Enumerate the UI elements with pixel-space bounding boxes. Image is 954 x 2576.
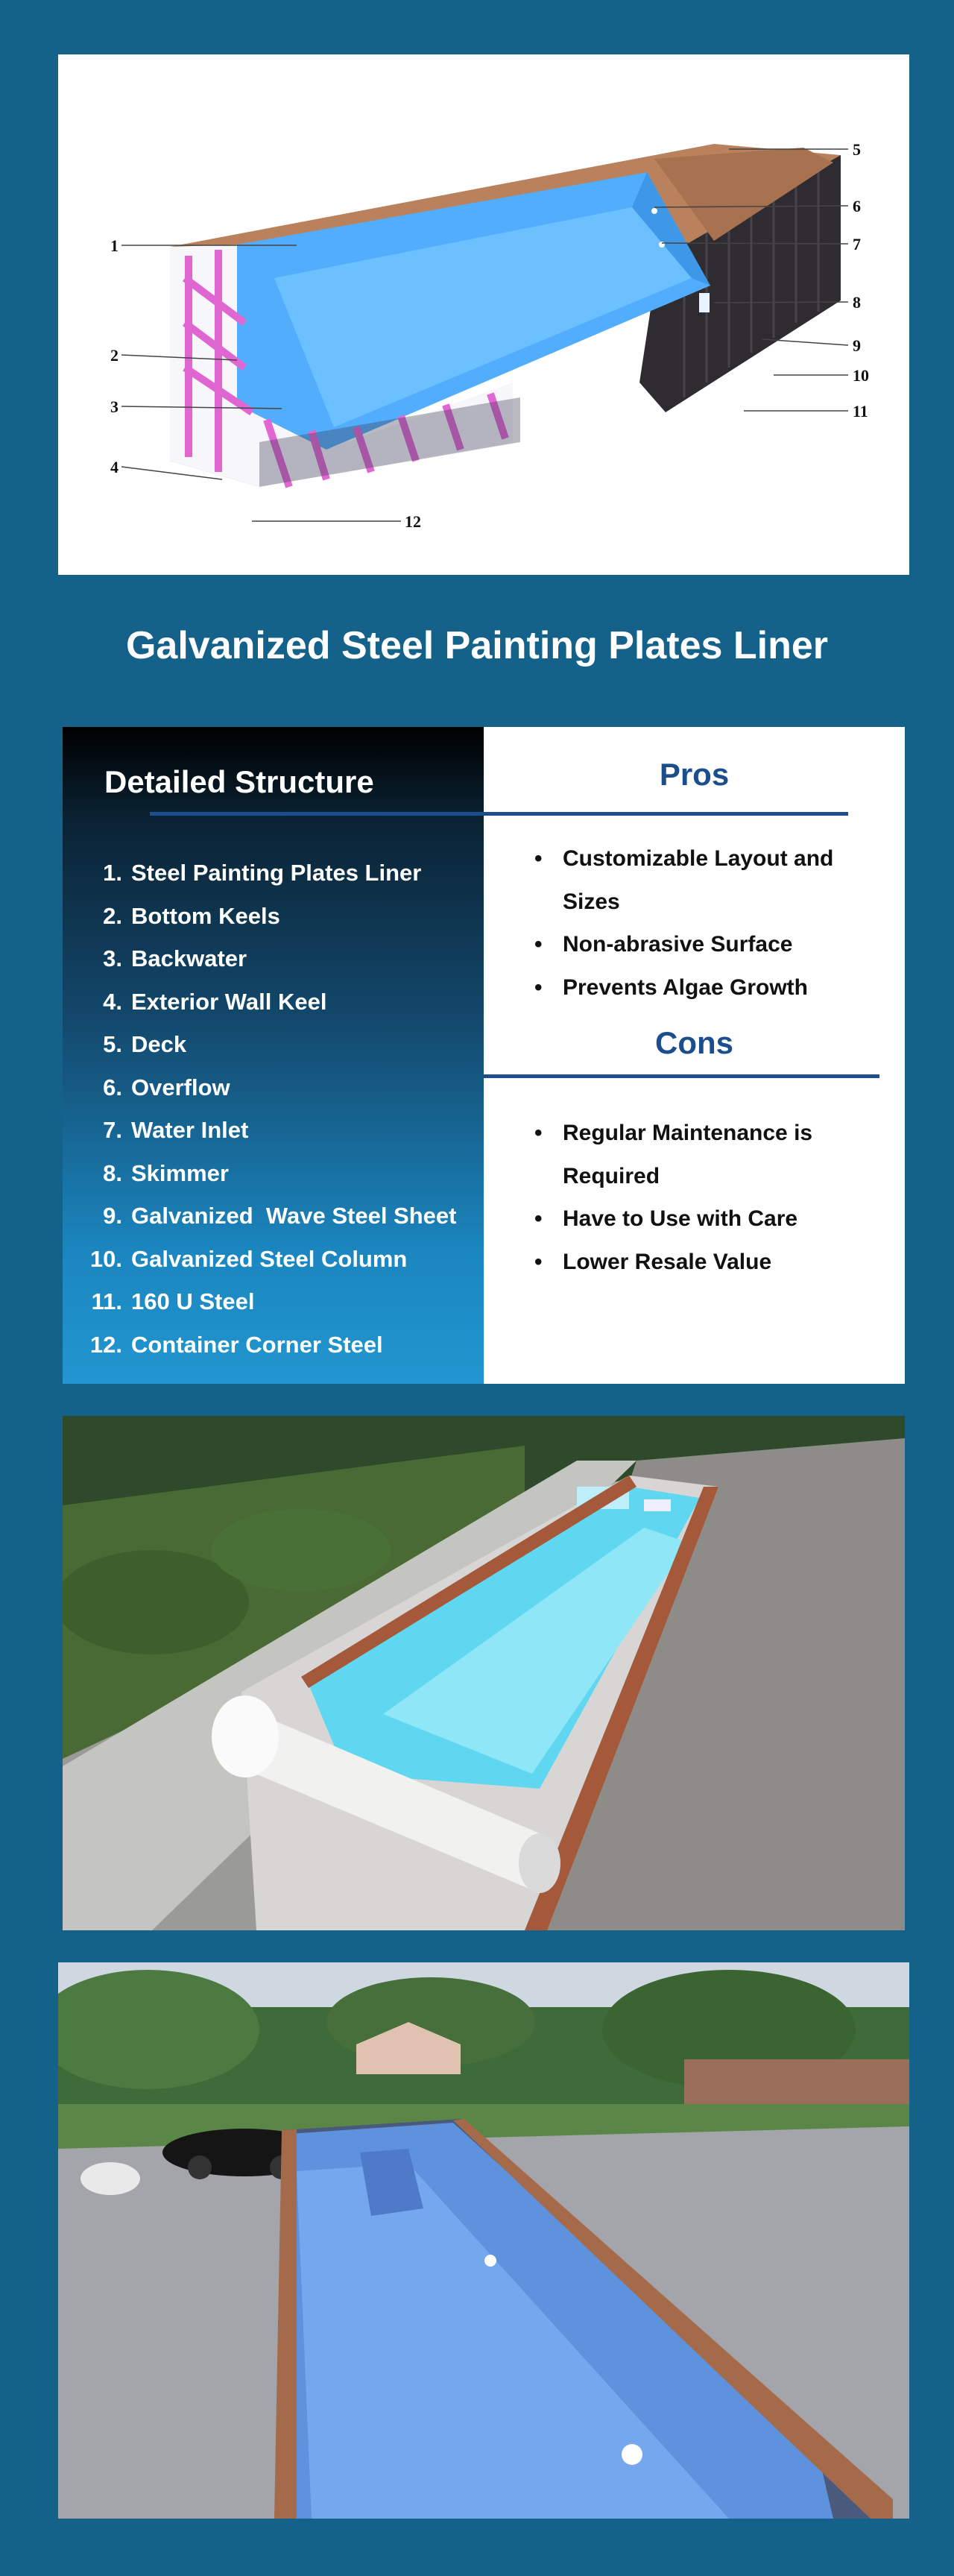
- pros-item: • Customizable Layout and Sizes: [534, 837, 876, 923]
- callout-7: 7: [853, 235, 861, 253]
- cons-item: • Have to Use with Care: [534, 1197, 876, 1241]
- structure-item: 4. Exterior Wall Keel: [103, 988, 327, 1015]
- container-pool-aerial-render: [63, 1416, 905, 1930]
- structure-item: 1. Steel Painting Plates Liner: [103, 860, 422, 886]
- structure-list: [88, 860, 456, 1374]
- callout-2: 2: [110, 346, 119, 365]
- structure-item: 12. Container Corner Steel: [89, 1331, 383, 1358]
- water-inlet: [659, 242, 665, 248]
- pros-list: [534, 837, 876, 1009]
- callout-11: 11: [853, 402, 868, 421]
- structure-item: 10. Galvanized Steel Column: [89, 1245, 408, 1272]
- pros-cons-panel: [484, 727, 905, 1384]
- callout-12: 12: [405, 512, 421, 531]
- callout-4: 4: [110, 458, 119, 476]
- callout-1: 1: [110, 236, 119, 255]
- structure-item: 11. 160 U Steel: [91, 1288, 255, 1314]
- structure-item: 8. Skimmer: [103, 1159, 229, 1186]
- structure-item: 9. Galvanized Wave Steel Sheet: [103, 1203, 457, 1229]
- cons-item: • Lower Resale Value: [534, 1241, 876, 1284]
- pool-light: [622, 2444, 642, 2465]
- skimmer: [644, 1499, 671, 1511]
- cons-heading: Cons: [655, 1025, 733, 1060]
- detailed-structure-panel: [63, 727, 484, 1384]
- structure-item: 3. Backwater: [103, 945, 247, 971]
- pool-render-photo-1: [63, 1416, 905, 1930]
- callout-8: 8: [853, 293, 861, 312]
- callout-3: 3: [110, 397, 119, 416]
- container-pool-street-render: [58, 1962, 909, 2519]
- structure-item: 7. Water Inlet: [103, 1117, 249, 1143]
- pool-structure-illustration: [58, 54, 909, 575]
- pros-divider: [150, 812, 848, 816]
- motorbike: [80, 2162, 140, 2195]
- structure-item: 2. Bottom Keels: [103, 902, 280, 929]
- pool-light: [484, 2255, 496, 2267]
- structure-item: 6. Overflow: [103, 1074, 230, 1100]
- callout-6: 6: [853, 197, 861, 215]
- callout-9: 9: [853, 336, 861, 355]
- pros-item: • Prevents Algae Growth: [534, 966, 876, 1010]
- callout-5: 5: [853, 140, 861, 159]
- cons-list: [534, 1112, 876, 1283]
- pool-render-photo-2: [58, 1962, 909, 2519]
- skimmer-box: [699, 293, 710, 312]
- cons-item: • Regular Maintenance is Required: [534, 1112, 876, 1197]
- pros-item: • Non-abrasive Surface: [534, 923, 876, 966]
- cons-divider: [484, 1074, 879, 1078]
- pros-heading: Pros: [659, 757, 730, 792]
- structure-heading: Detailed Structure: [104, 764, 374, 799]
- info-panel: [63, 727, 905, 1384]
- pool-structure-diagram: [58, 54, 909, 575]
- callout-10: 10: [853, 366, 869, 385]
- structure-item: 5. Deck: [103, 1031, 187, 1057]
- overflow-outlet: [651, 208, 657, 214]
- page-title: Galvanized Steel Painting Plates Liner: [125, 624, 829, 667]
